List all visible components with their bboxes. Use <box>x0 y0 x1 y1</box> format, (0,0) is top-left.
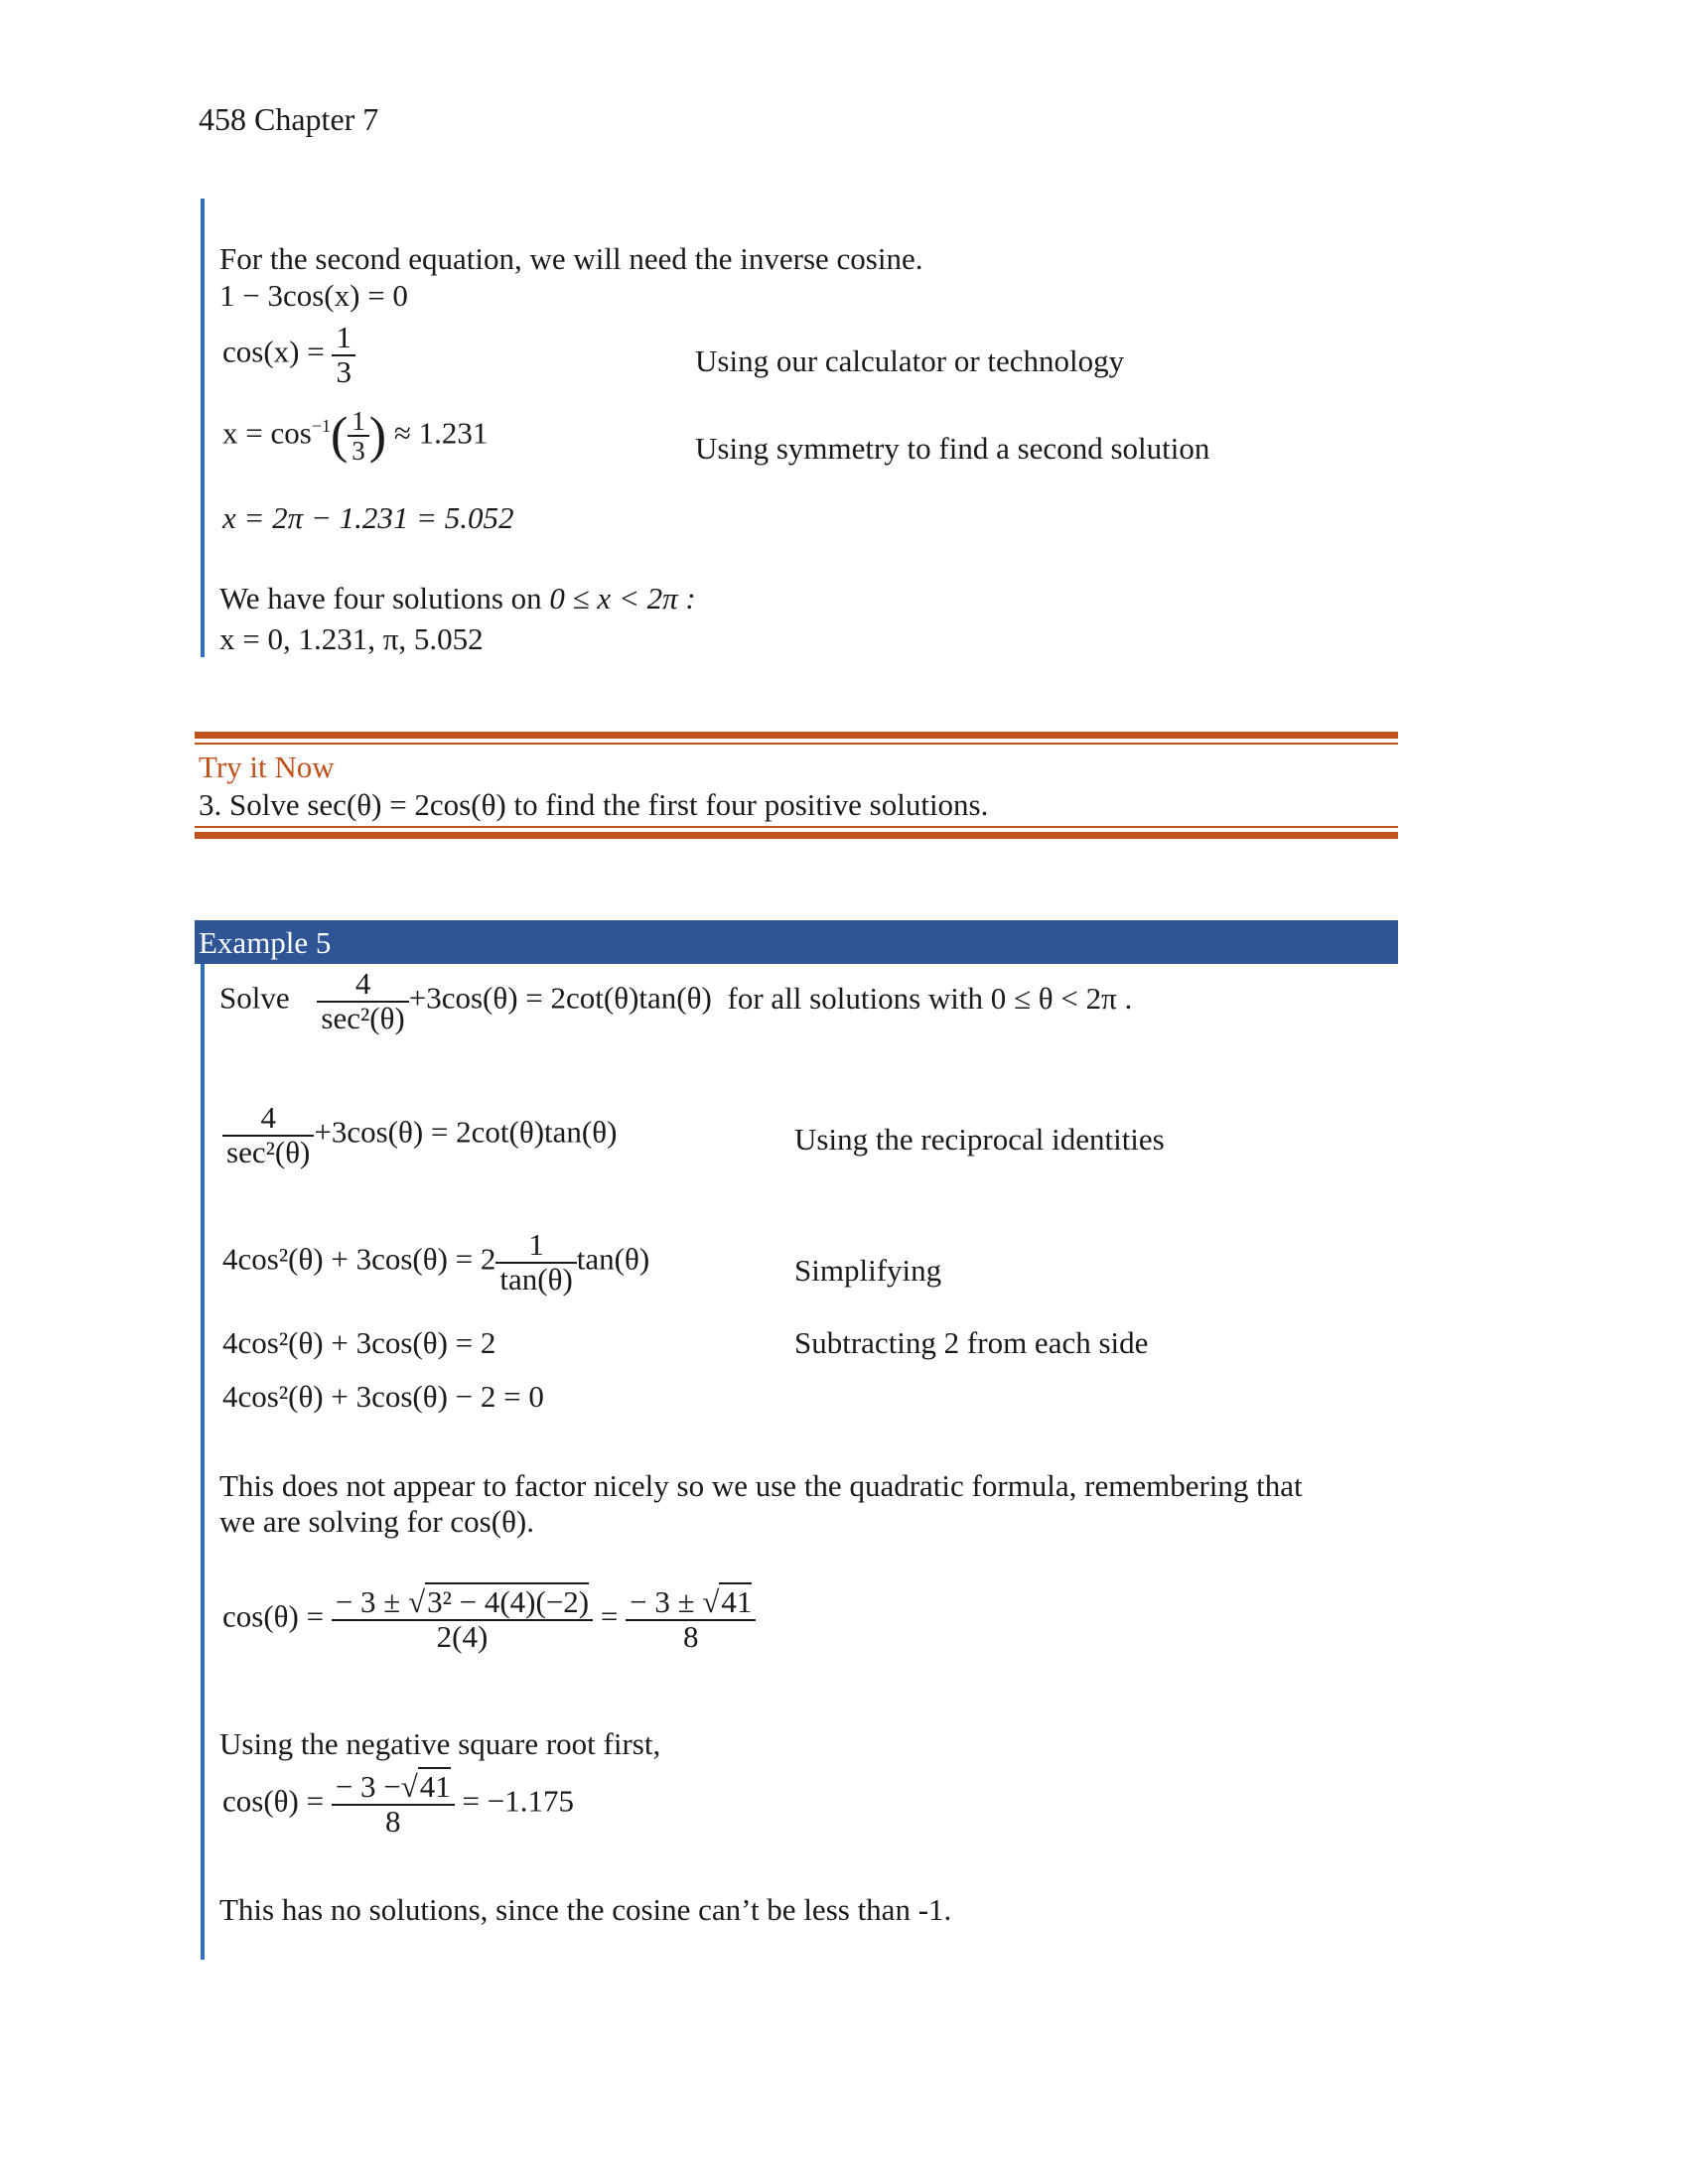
example-header <box>195 920 1398 964</box>
fraction-numerator: 4 <box>222 1102 314 1137</box>
fraction-denominator: sec²(θ) <box>321 1000 405 1035</box>
step-1 <box>222 1102 617 1168</box>
quadratic-text-line-2: we are solving for cos(θ). <box>219 1504 534 1539</box>
quadratic-numerator: − 3 ± √3² − 4(4)(−2) <box>332 1586 593 1621</box>
note-subtracting: Subtracting 2 from each side <box>794 1325 1149 1360</box>
numerator-prefix: − 3 ± <box>335 1584 401 1619</box>
fraction-numerator: 1 <box>348 407 369 437</box>
chapter-label: Chapter 7 <box>254 101 379 137</box>
radicand: 41 <box>721 1584 753 1619</box>
quadratic-fraction <box>332 1586 593 1653</box>
quadratic-text-line-1: This does not appear to factor nicely so we use the quadratic formula, remembering that <box>219 1468 1303 1503</box>
note-calculator: Using our calculator or technology <box>695 343 1125 378</box>
fraction-numerator: 1 <box>332 322 355 356</box>
fraction-denominator: sec²(θ) <box>226 1134 311 1169</box>
step-2-lhs: 4cos²(θ) + 3cos(θ) = 2 <box>222 1241 496 1277</box>
continued-intro: For the second equation, we will need the inverse cosine. <box>219 241 923 276</box>
fraction-one-third <box>332 322 355 388</box>
example-continued-bar <box>201 199 205 657</box>
simplified-numerator: − 3 ± √41 <box>626 1586 756 1621</box>
problem-suffix: for all solutions with 0 ≤ θ < 2π . <box>727 980 1133 1016</box>
fraction-4-over-sec2 <box>317 968 408 1034</box>
quadratic-fraction-simplified <box>626 1586 756 1653</box>
fraction-denominator: 3 <box>352 436 365 467</box>
step-4: 4cos²(θ) + 3cos(θ) − 2 = 0 <box>222 1379 544 1414</box>
note-symmetry: Using symmetry to find a second solution <box>695 431 1210 466</box>
note-simplifying: Simplifying <box>794 1253 942 1288</box>
step-1-rest: +3cos(θ) = 2cot(θ)tan(θ) <box>314 1114 618 1150</box>
inverse-superscript: −1 <box>311 416 331 437</box>
step-2-tail: tan(θ) <box>576 1241 650 1277</box>
negative-root-lhs: cos(θ) = <box>222 1783 325 1819</box>
numerator-prefix: − 3 ± <box>630 1584 695 1619</box>
summary-prefix: We have four solutions on <box>219 581 542 615</box>
negative-root-rhs: = −1.175 <box>462 1783 575 1819</box>
quadratic-formula <box>222 1586 756 1653</box>
fraction-1-over-tan <box>495 1229 576 1296</box>
try-it-bottom-rule-thin <box>195 826 1398 828</box>
fraction-denominator: 3 <box>336 353 352 389</box>
negative-root-numerator: − 3 −√41 <box>332 1771 455 1806</box>
note-reciprocal: Using the reciprocal identities <box>794 1122 1165 1157</box>
page-number: 458 <box>199 101 246 137</box>
fraction-denominator: tan(θ) <box>499 1261 573 1297</box>
numerator-prefix: − 3 − <box>335 1769 401 1804</box>
summary-interval: 0 ≤ x < 2π : <box>549 581 696 615</box>
equation-3-rhs: ≈ 1.231 <box>393 415 489 451</box>
equation-4: x = 2π − 1.231 = 5.052 <box>222 500 514 535</box>
radicand: 3² − 4(4)(−2) <box>427 1584 590 1619</box>
solve-word: Solve <box>219 980 290 1016</box>
step-2 <box>222 1229 649 1296</box>
simplified-denominator: 8 <box>683 1618 699 1654</box>
fraction-numerator: 1 <box>495 1229 576 1264</box>
equation-1: 1 − 3cos(x) = 0 <box>219 278 408 313</box>
try-it-top-rule <box>195 732 1398 739</box>
problem-equation-rest: +3cos(θ) = 2cot(θ)tan(θ) <box>408 980 712 1016</box>
fraction-numerator: 4 <box>317 968 408 1003</box>
equation-3: $x = \cos^{-1}$( $\frac{1}{3}$ ) ≈ 1.231 <box>222 406 489 467</box>
equation-2 <box>222 322 355 388</box>
radicand: 41 <box>419 1769 451 1804</box>
negative-root-denominator: 8 <box>385 1803 401 1839</box>
try-it-now-label: Try it Now <box>199 750 335 784</box>
solutions-summary <box>219 583 696 614</box>
quadratic-denominator: 2(4) <box>436 1618 489 1654</box>
conclusion: This has no solutions, since the cosine can’t be less than -1. <box>219 1892 952 1927</box>
equals-sign: = <box>600 1598 619 1634</box>
negative-root-intro: Using the negative square root first, <box>219 1726 661 1761</box>
solutions-list: x = 0, 1.231, π, 5.052 <box>219 621 484 656</box>
try-it-now-problem: 3. Solve sec(θ) = 2cos(θ) to find the first four positive solutions. <box>199 787 989 822</box>
page-header <box>199 103 378 135</box>
fraction-4-over-sec2 <box>222 1102 314 1168</box>
try-it-top-rule-thin <box>195 743 1398 745</box>
fraction-one-third-arg <box>348 407 369 466</box>
example-title: Example 5 <box>199 925 332 960</box>
quadratic-lhs: cos(θ) = <box>222 1598 325 1634</box>
equation-2-lhs: cos(x) = <box>222 334 325 369</box>
equation-3-lhs: x = cos <box>222 415 312 451</box>
example-problem <box>219 968 1132 1034</box>
negative-root-fraction <box>332 1771 455 1838</box>
negative-root-equation <box>222 1771 574 1838</box>
step-3: 4cos²(θ) + 3cos(θ) = 2 <box>222 1325 496 1360</box>
example-bar <box>201 964 205 1960</box>
try-it-bottom-rule <box>195 832 1398 839</box>
